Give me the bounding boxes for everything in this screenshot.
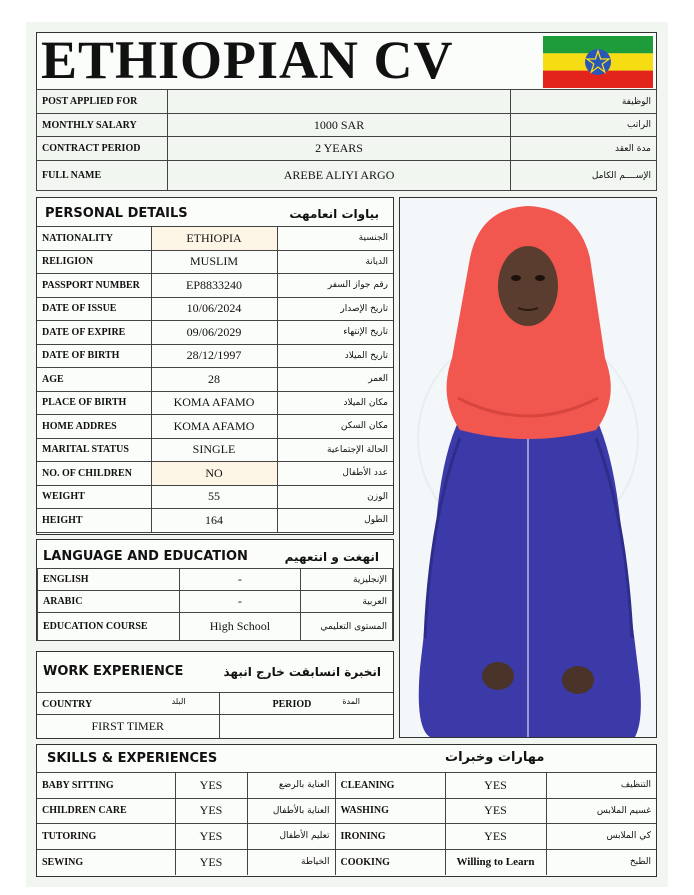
skill-value: YES (175, 824, 247, 850)
personal-label-ar: مكان الميلاد (277, 391, 393, 415)
post-value (167, 90, 510, 114)
language-section (36, 539, 394, 641)
fullname-label-ar: الإســــم الكامل (511, 161, 657, 191)
skills-heading: SKILLS & EXPERIENCES (47, 751, 218, 766)
skill-label-ar: الطبخ (546, 849, 656, 875)
skill-label-ar: غسيم الملابس (546, 798, 656, 824)
personal-label: WEIGHT (37, 485, 151, 509)
skill-label-ar: كي الملابس (546, 824, 656, 850)
table-row (37, 391, 393, 415)
skill-value: Willing to Learn (445, 849, 546, 875)
skill-label-ar: العناية بالرضع (247, 773, 335, 799)
table-row (38, 569, 393, 591)
english-label: ENGLISH (38, 569, 180, 591)
skill-label-ar: تعليم الأطفال (247, 824, 335, 850)
skills-section (36, 744, 657, 877)
table-row (38, 591, 393, 613)
table-row (37, 227, 393, 251)
skill-label: BABY SITTING (37, 773, 175, 799)
country-cell (37, 693, 219, 715)
table-row (37, 161, 657, 191)
personal-label: DATE OF BIRTH (37, 344, 151, 368)
personal-value: 164 (151, 509, 277, 533)
photo-frame (399, 197, 657, 738)
work-heading: WORK EXPERIENCE (43, 664, 184, 679)
table-row (37, 344, 393, 368)
personal-label: NO. OF CHILDREN (37, 462, 151, 486)
skills-heading-ar: مهارات وخبرات (445, 750, 545, 765)
fullname-value: AREBE ALIYI ARGO (167, 161, 510, 191)
personal-label: RELIGION (37, 250, 151, 274)
table-row (37, 485, 393, 509)
personal-value: EP8833240 (151, 274, 277, 298)
table-row (37, 250, 393, 274)
personal-label-ar: عدد الأطفال (277, 462, 393, 486)
personal-label: DATE OF ISSUE (37, 297, 151, 321)
table-row (37, 849, 656, 875)
table-row (37, 462, 393, 486)
work-table (37, 692, 393, 739)
personal-label-ar: مكان السكن (277, 415, 393, 439)
skill-label: COOKING (335, 849, 445, 875)
table-row (37, 274, 393, 298)
table-row (37, 438, 393, 462)
skill-label: IRONING (335, 824, 445, 850)
post-label: POST APPLIED FOR (37, 90, 168, 114)
skill-value: YES (175, 798, 247, 824)
skill-label-ar: التنظيف (546, 773, 656, 799)
personal-heading-ar: بياوات انعامهت (289, 207, 379, 221)
personal-label-ar: تاريخ الميلاد (277, 344, 393, 368)
skill-value: YES (445, 798, 546, 824)
personal-label-ar: الجنسية (277, 227, 393, 251)
personal-label: HEIGHT (37, 509, 151, 533)
table-row (37, 297, 393, 321)
skill-value: YES (175, 849, 247, 875)
personal-value: 28 (151, 368, 277, 392)
personal-value: KOMA AFAMO (151, 415, 277, 439)
table-row (37, 715, 393, 739)
personal-label: PLACE OF BIRTH (37, 391, 151, 415)
table-row (37, 321, 393, 345)
skill-value: YES (175, 773, 247, 799)
table-row (37, 693, 393, 715)
table-row (37, 798, 656, 824)
table-row (37, 137, 657, 161)
table-row (37, 90, 657, 114)
personal-label-ar: رقم جواز السفر (277, 274, 393, 298)
work-heading-ar: انخبرة انسابقت خارج انبهذ (223, 665, 381, 679)
personal-label-ar: العمر (277, 368, 393, 392)
contract-label: CONTRACT PERIOD (37, 137, 168, 161)
skill-label-ar: الخياطة (247, 849, 335, 875)
personal-label: AGE (37, 368, 151, 392)
skill-label: TUTORING (37, 824, 175, 850)
skill-value: YES (445, 773, 546, 799)
personal-label-ar: الطول (277, 509, 393, 533)
table-row (37, 415, 393, 439)
country-label-ar: البلد (171, 697, 186, 706)
table-row (37, 509, 393, 533)
personal-value: 09/06/2029 (151, 321, 277, 345)
top-info-table (36, 89, 657, 191)
work-period-value (219, 715, 393, 739)
country-label: COUNTRY (42, 699, 93, 710)
table-row (37, 773, 656, 799)
personal-value: 10/06/2024 (151, 297, 277, 321)
salary-value: 1000 SAR (167, 114, 510, 137)
ethiopia-flag-icon (543, 36, 653, 88)
skill-label: CLEANING (335, 773, 445, 799)
table-row (37, 824, 656, 850)
work-value: FIRST TIMER (37, 715, 219, 739)
period-cell (219, 693, 393, 715)
period-label-ar: المدة (342, 697, 360, 706)
arabic-value: - (179, 591, 301, 613)
personal-value: KOMA AFAMO (151, 391, 277, 415)
table-row (38, 613, 393, 641)
language-table (37, 568, 393, 641)
language-heading: LANGUAGE AND EDUCATION (43, 549, 248, 564)
personal-details-section (36, 197, 394, 535)
candidate-photo (400, 198, 656, 737)
personal-value: 55 (151, 485, 277, 509)
skills-table (37, 772, 656, 875)
personal-value: SINGLE (151, 438, 277, 462)
personal-label-ar: تاريخ الإصدار (277, 297, 393, 321)
fullname-label: FULL NAME (37, 161, 168, 191)
salary-label: MONTHLY SALARY (37, 114, 168, 137)
personal-value: ETHIOPIA (151, 227, 277, 251)
salary-label-ar: الراتب (511, 114, 657, 137)
personal-label-ar: الديانة (277, 250, 393, 274)
skill-label: CHILDREN CARE (37, 798, 175, 824)
personal-label: HOME ADDRES (37, 415, 151, 439)
arabic-label-ar: العربية (301, 591, 393, 613)
period-label: PERIOD (272, 699, 312, 710)
header-box (36, 32, 657, 90)
post-label-ar: الوظيفة (511, 90, 657, 114)
education-value: High School (179, 613, 301, 641)
personal-value: 28/12/1997 (151, 344, 277, 368)
arabic-label: ARABIC (38, 591, 180, 613)
education-label: EDUCATION COURSE (38, 613, 180, 641)
personal-label: PASSPORT NUMBER (37, 274, 151, 298)
page-title: ETHIOPIAN CV (41, 30, 454, 90)
english-value: - (179, 569, 301, 591)
personal-value: MUSLIM (151, 250, 277, 274)
contract-label-ar: مدة العقد (511, 137, 657, 161)
skill-value: YES (445, 824, 546, 850)
personal-label: MARITAL STATUS (37, 438, 151, 462)
education-label-ar: المستوى التعليمي (301, 613, 393, 641)
personal-value: NO (151, 462, 277, 486)
work-section (36, 651, 394, 739)
personal-label-ar: تاريخ الإنتهاء (277, 321, 393, 345)
personal-label-ar: الحالة الإجتماعية (277, 438, 393, 462)
contract-value: 2 YEARS (167, 137, 510, 161)
personal-table (37, 226, 393, 533)
language-heading-ar: انهغت و انتعهيم (284, 550, 379, 564)
personal-label: NATIONALITY (37, 227, 151, 251)
personal-label: DATE OF EXPIRE (37, 321, 151, 345)
personal-label-ar: الوزن (277, 485, 393, 509)
english-label-ar: الإنجليزية (301, 569, 393, 591)
skill-label: SEWING (37, 849, 175, 875)
table-row (37, 368, 393, 392)
table-row (37, 114, 657, 137)
personal-heading: PERSONAL DETAILS (45, 206, 188, 221)
skill-label: WASHING (335, 798, 445, 824)
skill-label-ar: العناية بالأطفال (247, 798, 335, 824)
